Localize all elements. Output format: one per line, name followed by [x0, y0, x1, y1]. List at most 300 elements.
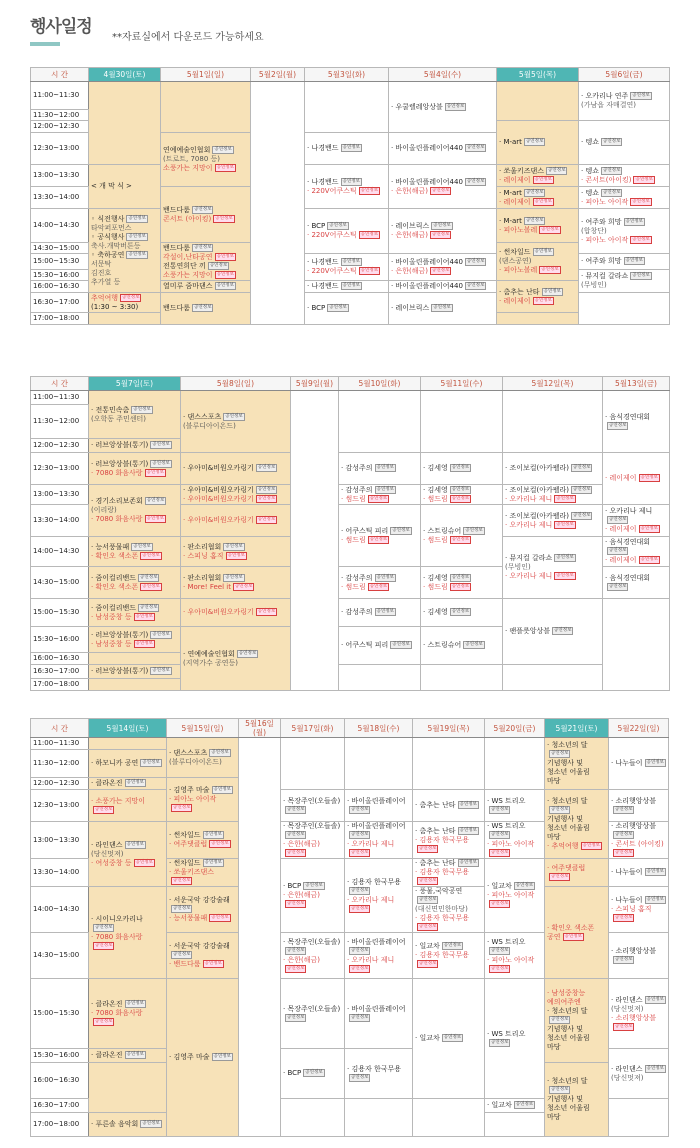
performance-info-badge[interactable]: 공연정보	[213, 1054, 231, 1059]
performance-info-badge[interactable]: 공연정보	[142, 552, 160, 558]
performance-info-badge[interactable]: 공연정보	[216, 271, 234, 277]
performance-info-badge[interactable]: 공연정보	[329, 305, 347, 310]
event-name: (블루디아이온드)	[183, 421, 236, 430]
performance-info-badge[interactable]: 공연정보	[515, 883, 534, 888]
performance-info-badge[interactable]: 공연정보	[556, 495, 574, 501]
schedule-cell	[345, 1049, 413, 1099]
performance-info-badge[interactable]: 공연정보	[216, 165, 234, 170]
performance-info-badge[interactable]: 공연정보	[609, 517, 627, 522]
event-name: 축사.개막버튼등	[91, 241, 141, 250]
event-name: · 뮤지컬 갈라쇼	[505, 554, 553, 562]
performance-info-badge[interactable]: 공연정보	[360, 187, 379, 193]
performance-info-badge[interactable]: 공연정보	[128, 233, 146, 239]
performance-info-badge[interactable]: 공연정보	[351, 887, 369, 893]
schedule-cell	[579, 82, 670, 121]
performance-info-badge[interactable]: 공연정보	[216, 253, 234, 259]
performance-info-badge[interactable]: 공연정보	[376, 609, 394, 614]
performance-info-badge[interactable]: 공연정보	[635, 176, 653, 182]
event-name: · 썬차일드	[499, 248, 531, 256]
event-name: · 220V어쿠스틱	[307, 231, 357, 239]
performance-info-badge[interactable]: 공연정보	[122, 294, 140, 300]
schedule-cell	[545, 1063, 609, 1137]
performance-info-badge[interactable]: 공연정보	[213, 787, 231, 792]
performance-info-badge[interactable]: 공연정보	[287, 901, 305, 906]
performance-info-badge[interactable]: 공연정보	[646, 897, 664, 902]
event-name: · 썬차일드	[169, 831, 201, 839]
event-entry	[91, 515, 178, 524]
performance-info-badge[interactable]: 공연정보	[525, 139, 544, 144]
event-entry	[487, 956, 542, 974]
performance-info-badge[interactable]: 공연정보	[173, 906, 191, 911]
performance-info-badge[interactable]: 공연정보	[369, 536, 388, 542]
event-name: · 우아미&비원오카링기	[183, 464, 254, 472]
performance-info-badge[interactable]: 공연정보	[491, 947, 509, 953]
event-name: · 나경밴드	[307, 282, 339, 290]
performance-info-badge[interactable]: 공연정보	[369, 583, 388, 589]
event-name: · 오카리나 제니	[505, 494, 553, 503]
event-entry	[423, 574, 500, 583]
performance-info-badge[interactable]: 공연정보	[615, 1023, 633, 1029]
performance-info-badge[interactable]: 공연정보	[204, 832, 222, 837]
performance-info-badge[interactable]: 공연정보	[305, 883, 323, 888]
performance-info-badge[interactable]: 공연정보	[342, 283, 360, 288]
performance-info-badge[interactable]: 공연정보	[351, 832, 369, 837]
performance-info-badge[interactable]: 공연정보	[525, 217, 544, 223]
performance-info-badge[interactable]: 공연정보	[419, 924, 437, 929]
event-entry	[183, 574, 288, 583]
performance-info-badge[interactable]: 공연정보	[342, 259, 360, 264]
performance-info-badge[interactable]: 공연정보	[543, 288, 561, 294]
performance-info-badge[interactable]: 공연정보	[551, 873, 569, 879]
performance-info-badge[interactable]: 공연정보	[466, 259, 485, 264]
performance-info-badge[interactable]: 공연정보	[211, 915, 229, 920]
performance-info-badge[interactable]: 공연정보	[602, 167, 621, 173]
event-entry	[283, 840, 342, 858]
event-entry	[499, 198, 576, 207]
performance-info-badge[interactable]: 공연정보	[451, 583, 470, 589]
event-entry	[391, 267, 494, 276]
event-name: · M-art	[499, 188, 522, 197]
performance-info-badge[interactable]: 공연정보	[126, 841, 144, 847]
event-name: ◦ 축하공연	[91, 250, 125, 259]
performance-info-badge[interactable]: 공연정보	[215, 215, 233, 221]
performance-info-badge[interactable]: 공연정보	[551, 1087, 569, 1092]
schedule-cell	[421, 505, 503, 567]
performance-info-badge[interactable]: 공연정보	[554, 628, 572, 633]
event-name: · 레이제이	[605, 525, 637, 533]
event-entry	[547, 833, 606, 842]
performance-info-badge[interactable]: 공연정보	[459, 827, 477, 833]
schedule-cell	[545, 887, 609, 979]
performance-info-badge[interactable]: 공연정보	[646, 760, 664, 765]
schedule-cell	[503, 537, 603, 599]
performance-info-badge[interactable]: 공연정보	[173, 805, 191, 810]
performance-info-badge[interactable]: 공연정보	[515, 1102, 534, 1107]
schedule-table	[30, 67, 670, 325]
performance-info-badge[interactable]: 공연정보	[305, 1070, 323, 1075]
performance-info-badge[interactable]: 공연정보	[287, 947, 305, 953]
performance-info-badge[interactable]: 공연정보	[459, 860, 477, 865]
performance-info-badge[interactable]: 공연정보	[419, 878, 437, 883]
performance-info-badge[interactable]: 공연정보	[446, 103, 465, 109]
performance-info-badge[interactable]: 공연정보	[465, 642, 483, 647]
performance-info-badge[interactable]: 공연정보	[257, 486, 276, 492]
performance-info-badge[interactable]: 공연정보	[491, 832, 509, 837]
event-name: · 우쿨렐레앙상블	[391, 102, 443, 111]
schedule-cell	[181, 391, 291, 453]
performance-info-badge[interactable]: 공연정보	[194, 206, 212, 212]
performance-info-badge[interactable]: 공연정보	[419, 897, 437, 902]
performance-info-badge[interactable]: 공연정보	[551, 751, 569, 756]
performance-info-badge[interactable]: 공연정보	[419, 961, 437, 966]
event-entry	[499, 176, 576, 185]
event-name: · 일교차	[415, 1034, 440, 1042]
performance-info-badge[interactable]: 공연정보	[204, 961, 222, 966]
performance-info-badge[interactable]: 공연정보	[392, 642, 410, 647]
event-entry	[581, 227, 667, 236]
event-name: · 우아미&비원오카링기	[183, 516, 254, 524]
schedule-cell	[281, 1049, 345, 1099]
performance-info-badge[interactable]: 공연정보	[376, 574, 394, 580]
time-slot-label: 16:30~17:00	[31, 1099, 89, 1113]
event-name: · 연예예술인협회	[183, 649, 235, 658]
performance-info-badge[interactable]: 공연정보	[625, 218, 643, 224]
event-entry	[307, 231, 386, 240]
event-entry	[91, 294, 158, 303]
performance-info-badge[interactable]: 공연정보	[551, 807, 569, 812]
time-slot-label: 14:30~15:00	[31, 567, 89, 599]
performance-info-badge[interactable]: 공연정보	[287, 965, 305, 971]
performance-info-badge[interactable]: 공연정보	[615, 915, 633, 920]
event-name: · 피아노 아이작	[581, 197, 629, 206]
event-entry	[487, 891, 542, 909]
performance-info-badge[interactable]: 공연정보	[351, 965, 369, 971]
schedule-cell	[421, 391, 503, 453]
performance-info-badge[interactable]: 공연정보	[431, 232, 450, 237]
performance-info-badge[interactable]: 공연정보	[615, 956, 633, 962]
performance-info-badge[interactable]: 공연정보	[602, 189, 621, 195]
event-name: · 목장주인(오들솔)	[283, 937, 341, 946]
schedule-cell	[389, 165, 497, 209]
performance-info-badge[interactable]: 공연정보	[146, 516, 164, 521]
performance-info-badge[interactable]: 공연정보	[95, 1019, 113, 1024]
event-name: · 피아노볼레	[499, 266, 538, 274]
event-entry	[183, 608, 288, 617]
performance-info-badge[interactable]: 공연정보	[451, 495, 470, 501]
schedule-cell	[181, 567, 291, 599]
performance-info-badge[interactable]: 공연정보	[225, 413, 243, 419]
performance-info-badge[interactable]: 공연정보	[142, 760, 160, 765]
schedule-cell	[497, 313, 579, 325]
event-name: · 김영주 마술	[169, 1053, 210, 1061]
performance-info-badge[interactable]: 공연정보	[128, 215, 146, 221]
event-name: (무빙인)	[505, 563, 531, 571]
performance-info-badge[interactable]: 공연정보	[126, 1001, 144, 1006]
schedule-cell	[89, 778, 167, 790]
performance-info-badge[interactable]: 공연정보	[351, 905, 369, 911]
performance-info-badge[interactable]: 공연정보	[95, 806, 113, 812]
performance-info-badge[interactable]: 공연정보	[556, 521, 574, 527]
performance-info-badge[interactable]: 공연정보	[534, 249, 552, 254]
performance-info-badge[interactable]: 공연정보	[214, 147, 232, 152]
performance-info-badge[interactable]: 공연정보	[534, 176, 552, 182]
performance-info-badge[interactable]: 공연정보	[466, 178, 485, 184]
performance-info-badge[interactable]: 공연정보	[640, 475, 658, 480]
performance-info-badge[interactable]: 공연정보	[234, 583, 253, 589]
performance-info-badge[interactable]: 공연정보	[128, 251, 146, 257]
event-name: 기념행사 및	[547, 759, 584, 767]
performance-info-badge[interactable]: 공연정보	[573, 512, 591, 518]
performance-info-badge[interactable]: 공연정보	[640, 557, 658, 562]
performance-info-badge[interactable]: 공연정보	[541, 267, 559, 272]
event-entry	[163, 146, 248, 155]
performance-info-badge[interactable]: 공연정보	[287, 850, 305, 855]
performance-info-badge[interactable]: 공연정보	[433, 223, 451, 228]
performance-info-badge[interactable]: 공연정보	[146, 469, 164, 475]
performance-info-badge[interactable]: 공연정보	[227, 552, 245, 558]
event-name: · 은한(해금)	[391, 231, 428, 239]
event-name: · 목장주인(오들솔)	[283, 822, 341, 830]
schedule-cell	[161, 293, 251, 325]
performance-info-badge[interactable]: 공연정보	[194, 305, 212, 310]
performance-info-badge[interactable]: 공연정보	[491, 1039, 509, 1045]
performance-info-badge[interactable]: 공연정보	[451, 486, 470, 492]
performance-info-badge[interactable]: 공연정보	[443, 1035, 462, 1040]
performance-info-badge[interactable]: 공연정보	[615, 850, 633, 855]
performance-info-badge[interactable]: 공연정보	[602, 139, 621, 144]
performance-info-badge[interactable]: 공연정보	[351, 947, 369, 953]
event-entry	[163, 215, 248, 224]
schedule-cell	[339, 665, 421, 691]
performance-info-badge[interactable]: 공연정보	[625, 258, 643, 263]
performance-info-badge[interactable]: 공연정보	[615, 806, 633, 812]
performance-info-badge[interactable]: 공연정보	[646, 1065, 664, 1071]
event-name: · 조이보컬(아카펠라)	[505, 464, 570, 472]
time-slot-label: 12:00~12:30	[31, 121, 89, 133]
performance-info-badge[interactable]: 공연정보	[564, 933, 582, 939]
performance-info-badge[interactable]: 공연정보	[152, 442, 170, 447]
performance-info-badge[interactable]: 공연정보	[95, 924, 113, 930]
event-entry	[283, 822, 342, 840]
performance-info-badge[interactable]: 공연정보	[615, 832, 633, 837]
date-column-header: 5월21일(토)	[545, 719, 609, 738]
performance-info-badge[interactable]: 공연정보	[609, 548, 627, 553]
event-name: · 경기소리보존회	[91, 497, 143, 505]
performance-info-badge[interactable]: 공연정보	[287, 832, 305, 837]
event-entry	[581, 257, 667, 266]
event-name: · 오카리나 제니	[347, 840, 395, 848]
performance-info-badge[interactable]: 공연정보	[632, 273, 650, 278]
performance-info-badge[interactable]: 공연정보	[216, 283, 234, 288]
event-entry	[547, 1104, 606, 1113]
schedule-cell	[339, 391, 421, 453]
performance-info-badge[interactable]: 공연정보	[211, 749, 229, 755]
performance-info-badge[interactable]: 공연정보	[329, 223, 347, 228]
event-name: · 김세영	[423, 464, 448, 472]
performance-info-badge[interactable]: 공연정보	[173, 952, 191, 957]
performance-info-badge[interactable]: 공연정보	[556, 555, 574, 560]
performance-info-badge[interactable]: 공연정보	[257, 517, 276, 522]
schedule-cell	[485, 859, 545, 933]
performance-info-badge[interactable]: 공연정보	[525, 189, 544, 195]
performance-info-badge[interactable]: 공연정보	[126, 1052, 144, 1057]
performance-info-badge[interactable]: 공연정보	[376, 486, 394, 492]
performance-info-badge[interactable]: 공연정보	[551, 1017, 569, 1022]
event-name: (당신멋져)	[91, 849, 124, 858]
performance-info-badge[interactable]: 공연정보	[351, 1074, 369, 1080]
performance-info-badge[interactable]: 공연정보	[142, 583, 160, 589]
event-entry	[415, 836, 482, 854]
time-slot-label: 11:00~11:30	[31, 82, 89, 110]
performance-info-badge[interactable]: 공연정보	[573, 465, 591, 470]
performance-info-badge[interactable]: 공연정보	[142, 1121, 160, 1126]
performance-info-badge[interactable]: 공연정보	[287, 806, 305, 812]
schedule-cell	[339, 627, 421, 665]
performance-info-badge[interactable]: 공연정보	[140, 604, 158, 610]
event-name: · 풍물,국악공연	[415, 887, 463, 895]
performance-info-badge[interactable]: 공연정보	[351, 850, 369, 855]
performance-info-badge[interactable]: 공연정보	[431, 268, 450, 273]
performance-info-badge[interactable]: 공연정보	[351, 1014, 369, 1020]
performance-info-badge[interactable]: 공연정보	[152, 460, 170, 466]
performance-info-badge[interactable]: 공연정보	[459, 802, 477, 807]
schedule-cell	[485, 979, 545, 1099]
event-entry	[391, 178, 494, 187]
performance-info-badge[interactable]: 공연정보	[152, 668, 170, 673]
performance-info-badge[interactable]: 공연정보	[360, 232, 379, 237]
schedule-cell	[579, 165, 670, 187]
event-entry	[423, 608, 500, 617]
performance-info-badge[interactable]: 공연정보	[632, 198, 650, 204]
event-name: · 김세영	[423, 608, 448, 616]
performance-info-badge[interactable]: 공연정보	[95, 942, 113, 948]
event-entry	[547, 924, 606, 933]
performance-info-badge[interactable]: 공연정보	[257, 465, 276, 470]
performance-info-badge[interactable]: 공연정보	[287, 1014, 305, 1020]
performance-info-badge[interactable]: 공연정보	[257, 609, 276, 614]
date-column-header: 4월30일(토)	[89, 68, 161, 82]
event-entry	[169, 795, 236, 813]
event-entry	[423, 536, 500, 545]
performance-info-badge[interactable]: 공연정보	[466, 283, 485, 288]
performance-info-badge[interactable]: 공연정보	[640, 526, 658, 531]
performance-info-badge[interactable]: 공연정보	[419, 845, 437, 851]
performance-info-badge[interactable]: 공연정보	[342, 178, 360, 184]
performance-info-badge[interactable]: 공연정보	[548, 167, 566, 173]
performance-info-badge[interactable]: 공연정보	[140, 574, 158, 580]
schedule-cell	[609, 738, 669, 790]
event-entry	[163, 282, 248, 291]
performance-info-badge[interactable]: 공연정보	[556, 573, 574, 578]
event-entry	[547, 815, 606, 824]
event-name: · 오카리나 제니	[505, 572, 553, 580]
performance-info-badge[interactable]: 공연정보	[491, 806, 509, 812]
event-name: · 어쿠스틱 피리	[341, 526, 389, 535]
performance-info-badge[interactable]: 공연정보	[211, 841, 229, 846]
date-column-header: 5월20일(금)	[485, 719, 545, 738]
performance-info-badge[interactable]: 공연정보	[209, 262, 228, 268]
schedule-cell	[89, 391, 181, 439]
performance-info-badge[interactable]: 공연정보	[431, 187, 450, 193]
performance-info-badge[interactable]: 공연정보	[491, 850, 509, 855]
event-entry	[391, 144, 494, 153]
performance-info-badge[interactable]: 공연정보	[632, 93, 650, 98]
performance-info-badge[interactable]: 공연정보	[632, 236, 650, 242]
event-name: · 남성중창 등	[91, 612, 132, 621]
date-column-header: 5월22일(일)	[609, 719, 669, 738]
performance-info-badge[interactable]: 공연정보	[135, 640, 153, 646]
performance-info-badge[interactable]: 공연정보	[392, 527, 410, 533]
performance-info-badge[interactable]: 공연정보	[491, 965, 509, 971]
performance-info-badge[interactable]: 공연정보	[133, 406, 151, 412]
date-column-header: 5월19일(목)	[413, 719, 485, 738]
performance-info-badge[interactable]: 공연정보	[376, 465, 394, 470]
time-slot-label: 13:30~14:00	[31, 187, 89, 209]
schedule-cell	[389, 281, 497, 293]
performance-info-badge[interactable]: 공연정보	[609, 583, 627, 589]
performance-info-badge[interactable]: 공연정보	[351, 806, 369, 812]
performance-info-badge[interactable]: 공연정보	[257, 495, 276, 501]
performance-info-badge[interactable]: 공연정보	[126, 780, 144, 785]
performance-info-badge[interactable]: 공연정보	[451, 609, 470, 614]
performance-info-badge[interactable]: 공연정보	[646, 996, 664, 1002]
performance-info-badge[interactable]: 공연정보	[466, 145, 485, 150]
performance-info-badge[interactable]: 공연정보	[451, 574, 470, 580]
performance-info-badge[interactable]: 공연정보	[534, 297, 552, 303]
schedule-cell	[503, 391, 603, 453]
event-name: · 피아노 아이작	[581, 235, 629, 244]
performance-info-badge[interactable]: 공연정보	[204, 860, 222, 865]
performance-info-badge[interactable]: 공연정보	[238, 650, 257, 656]
performance-info-badge[interactable]: 공연정보	[491, 901, 509, 906]
performance-info-badge[interactable]: 공연정보	[582, 843, 600, 848]
event-name: · 음식경연대회	[605, 412, 651, 421]
performance-info-badge[interactable]: 공연정보	[646, 869, 664, 874]
performance-info-badge[interactable]: 공연정보	[342, 145, 360, 150]
event-entry	[341, 583, 418, 592]
performance-info-badge[interactable]: 공연정보	[133, 543, 151, 549]
performance-info-badge[interactable]: 공연정보	[609, 422, 627, 428]
performance-info-badge[interactable]: 공연정보	[451, 536, 470, 542]
performance-info-badge[interactable]: 공연정보	[573, 486, 591, 492]
performance-info-badge[interactable]: 공연정보	[135, 613, 153, 619]
performance-info-badge[interactable]: 공연정보	[369, 495, 388, 501]
performance-info-badge[interactable]: 공연정보	[135, 859, 153, 865]
performance-info-badge[interactable]: 공연정보	[225, 574, 243, 580]
event-entry	[547, 933, 606, 942]
performance-info-badge[interactable]: 공연정보	[152, 631, 170, 637]
event-name: 전통연희단 끼	[163, 261, 206, 270]
event-entry	[91, 574, 178, 583]
performance-info-badge[interactable]: 공연정보	[225, 543, 243, 549]
performance-info-badge[interactable]: 공연정보	[146, 498, 165, 503]
performance-info-badge[interactable]: 공연정보	[360, 268, 379, 273]
performance-info-badge[interactable]: 공연정보	[451, 465, 470, 470]
performance-info-badge[interactable]: 공연정보	[541, 226, 559, 232]
performance-info-badge[interactable]: 공연정보	[194, 244, 212, 250]
performance-info-badge[interactable]: 공연정보	[433, 305, 451, 310]
event-name: 서문탁	[91, 259, 112, 268]
event-entry	[505, 495, 600, 504]
event-entry	[423, 495, 500, 504]
event-entry	[391, 187, 494, 196]
performance-info-badge[interactable]: 공연정보	[443, 943, 462, 948]
performance-info-badge[interactable]: 공연정보	[173, 878, 191, 883]
event-name: · 김세영	[423, 485, 448, 494]
performance-info-badge[interactable]: 공연정보	[465, 527, 483, 533]
event-entry	[91, 667, 178, 676]
performance-info-badge[interactable]: 공연정보	[534, 198, 552, 204]
